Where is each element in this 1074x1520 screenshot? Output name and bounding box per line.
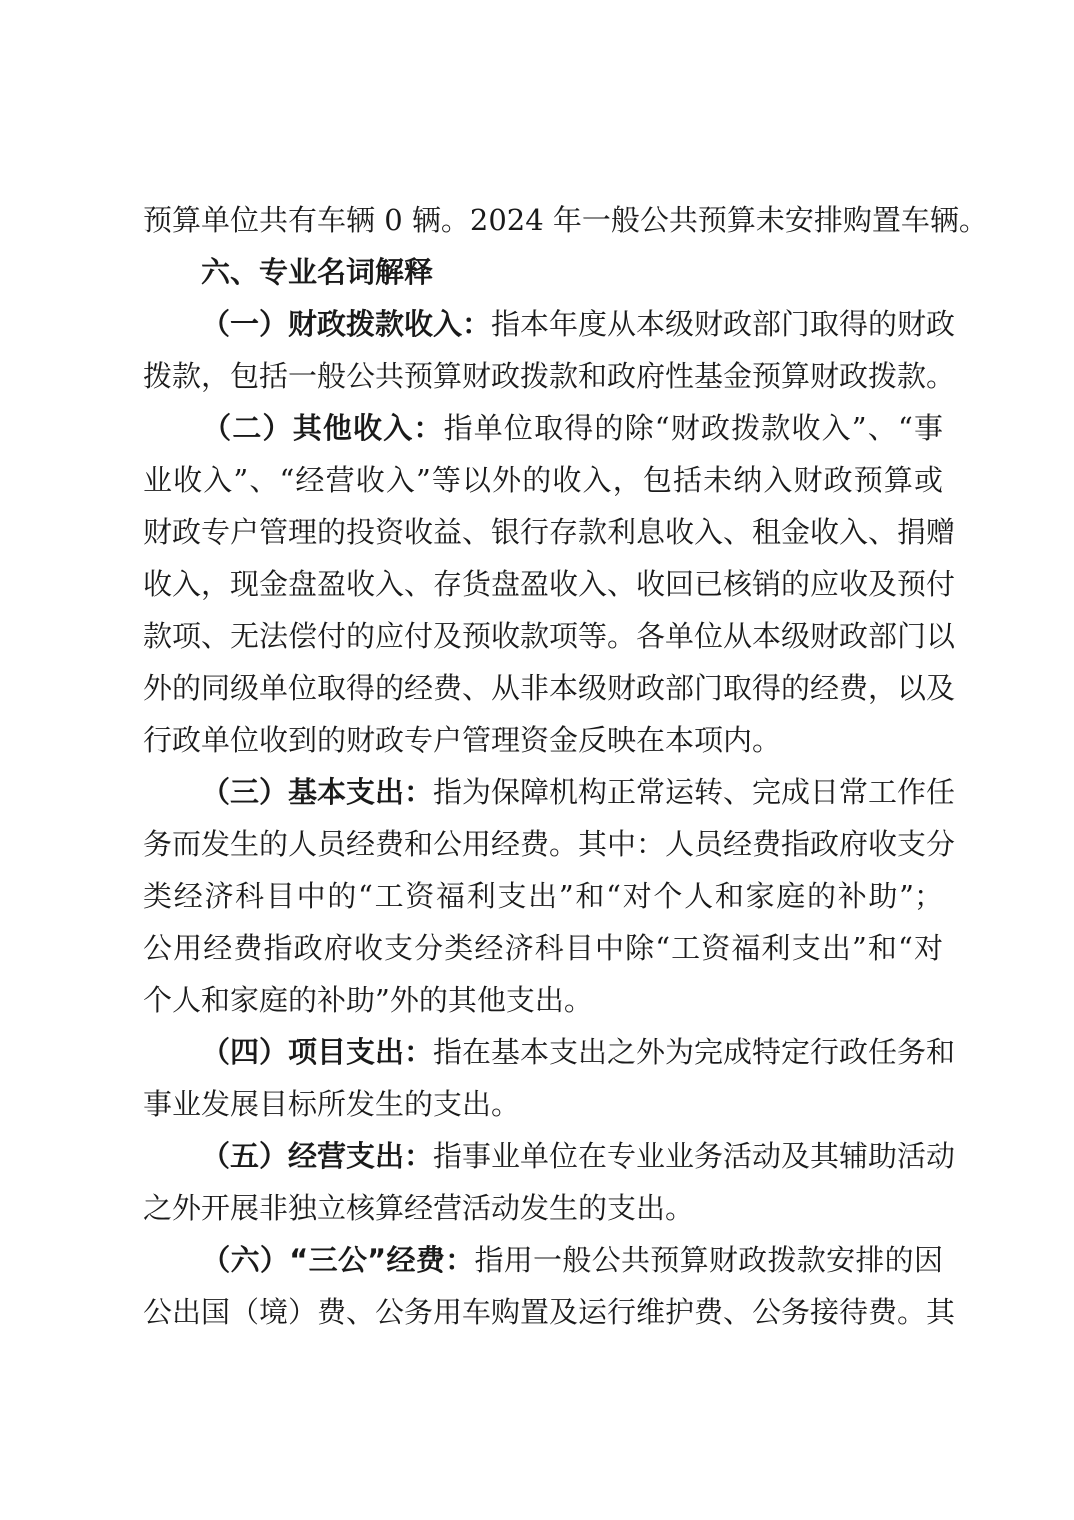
item-2-first-line — [143, 408, 943, 448]
item-2-line: 款项、无法偿付的应付及预收款项等。各单位从本级财政部门以 — [143, 619, 956, 653]
item-2-text: 指单位取得的除“财政拨款收入”、“事 — [443, 411, 943, 445]
item-2-line: 外的同级单位取得的经费、从非本级财政部门取得的经费，以及 — [143, 671, 956, 705]
item-1-first-line — [143, 304, 956, 344]
item-3-text: 指为保障机构正常运转、完成日常工作任 — [433, 775, 956, 809]
item-4-term: （四）项目支出： — [201, 1035, 434, 1069]
item-6-text: 指用一般公共预算财政拨款安排的因 — [474, 1243, 943, 1277]
item-4-line: 事业发展目标所发生的支出。 — [143, 1087, 521, 1121]
section-heading: 六、专业名词解释 — [201, 255, 434, 289]
item-3-first-line — [143, 772, 956, 812]
item-4-first-line — [143, 1032, 956, 1072]
item-3-line: 公用经费指政府收支分类经济科目中除“工资福利支出”和“对 — [143, 931, 943, 965]
item-4-text: 指在基本支出之外为完成特定行政任务和 — [433, 1035, 956, 1069]
item-2-line: 行政单位收到的财政专户管理资金反映在本项内。 — [143, 723, 782, 757]
item-1-line: 拨款，包括一般公共预算财政拨款和政府性基金预算财政拨款。 — [143, 359, 956, 393]
item-5-term: （五）经营支出： — [201, 1139, 434, 1173]
item-1-term: （一）财政拨款收入： — [201, 307, 492, 341]
item-3-line: 个人和家庭的补助”外的其他支出。 — [143, 983, 593, 1017]
item-2-line: 财政专户管理的投资收益、银行存款利息收入、租金收入、捐赠 — [143, 515, 956, 549]
item-2-line: 业收入”、“经营收入”等以外的收入，包括未纳入财政预算或 — [143, 463, 943, 497]
item-5-text: 指事业单位在专业业务活动及其辅助活动 — [433, 1139, 956, 1173]
item-3-line: 类经济科目中的“工资福利支出”和“对个人和家庭的补助”； — [143, 879, 943, 913]
intro-line: 预算单位共有车辆 0 辆。2024 年一般公共预算未安排购置车辆。 — [143, 203, 988, 237]
item-5-first-line — [143, 1136, 956, 1176]
item-3-term: （三）基本支出： — [201, 775, 434, 809]
item-2-term: （二）其他收入： — [201, 411, 444, 445]
item-5-line: 之外开展非独立核算经营活动发生的支出。 — [143, 1191, 695, 1225]
item-2-line: 收入，现金盘盈收入、存货盘盈收入、收回已核销的应收及预付 — [143, 567, 956, 601]
item-1-text: 指本年度从本级财政部门取得的财政 — [491, 307, 956, 341]
item-6-first-line — [143, 1240, 943, 1280]
item-3-line: 务而发生的人员经费和公用经费。其中：人员经费指政府收支分 — [143, 827, 956, 861]
item-6-term: （六）“三公”经费： — [201, 1243, 475, 1277]
item-6-line: 公出国（境）费、公务用车购置及运行维护费、公务接待费。其 — [143, 1295, 956, 1329]
